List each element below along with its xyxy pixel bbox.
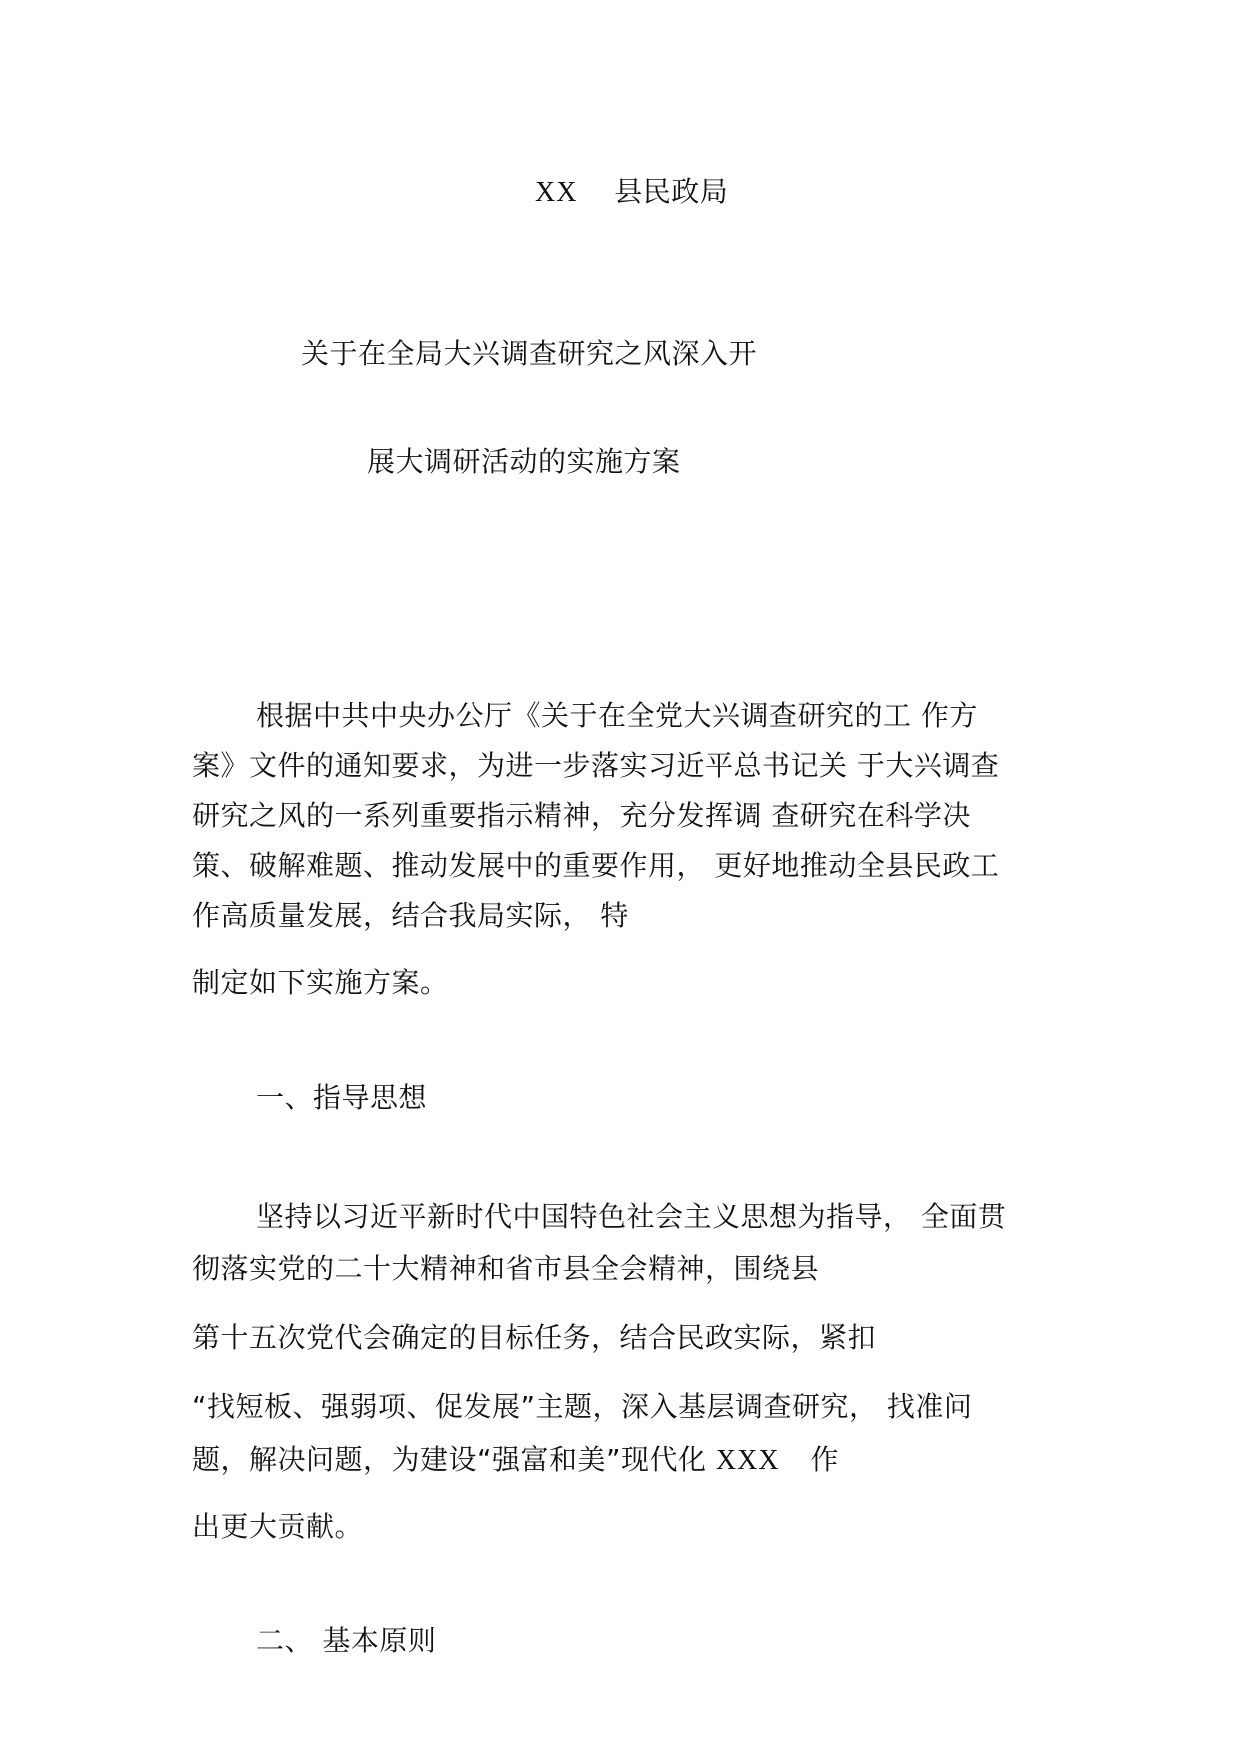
document-title-line-2: 展大调研活动的实施方案 xyxy=(367,445,681,478)
section-1-line: 坚持以习近平新时代中国特色社会主义思想为指导， 全面贯 xyxy=(256,1200,1007,1233)
section-1-line-text: 作 xyxy=(810,1443,839,1476)
placeholder-code: XXX xyxy=(715,1445,780,1476)
intro-line: 制定如下实施方案。 xyxy=(192,966,449,999)
section-1-line: 彻落实党的二十大精神和省市县全会精神，围绕县 xyxy=(192,1252,820,1285)
section-1-line: 出更大贡献。 xyxy=(192,1510,364,1543)
section-1-line: 第十五次党代会确定的目标任务，结合民政实际，紧扣 xyxy=(192,1321,877,1354)
intro-line: 研究之风的一系列重要指示精神，充分发挥调 查研究在科学决 xyxy=(192,799,971,832)
section-2-heading: 二、 基本原则 xyxy=(256,1624,437,1657)
org-prefix: XX xyxy=(535,177,578,208)
intro-line: 作高质量发展，结合我局实际， 特 xyxy=(192,899,629,932)
organization-header xyxy=(535,174,728,211)
intro-line: 策、破解难题、推动发展中的重要作用， 更好地推动全县民政工 xyxy=(192,849,1000,882)
section-1-line: “找短板、强弱项、促发展”主题，深入基层调查研究， 找准问 xyxy=(192,1390,973,1423)
section-1-line-text: 题，解决问题，为建设“强富和美”现代化 xyxy=(192,1443,707,1476)
section-1-heading: 一、指导思想 xyxy=(256,1081,428,1114)
org-name: 县民政局 xyxy=(614,175,729,208)
intro-line: 根据中共中央办公厅《关于在全党大兴调查研究的工 作方 xyxy=(256,699,978,732)
intro-line: 案》文件的通知要求，为进一步落实习近平总书记关 于大兴调查 xyxy=(192,749,1000,782)
section-1-line xyxy=(192,1442,839,1479)
document-title-line-1: 关于在全局大兴调查研究之风深入开 xyxy=(301,337,758,370)
